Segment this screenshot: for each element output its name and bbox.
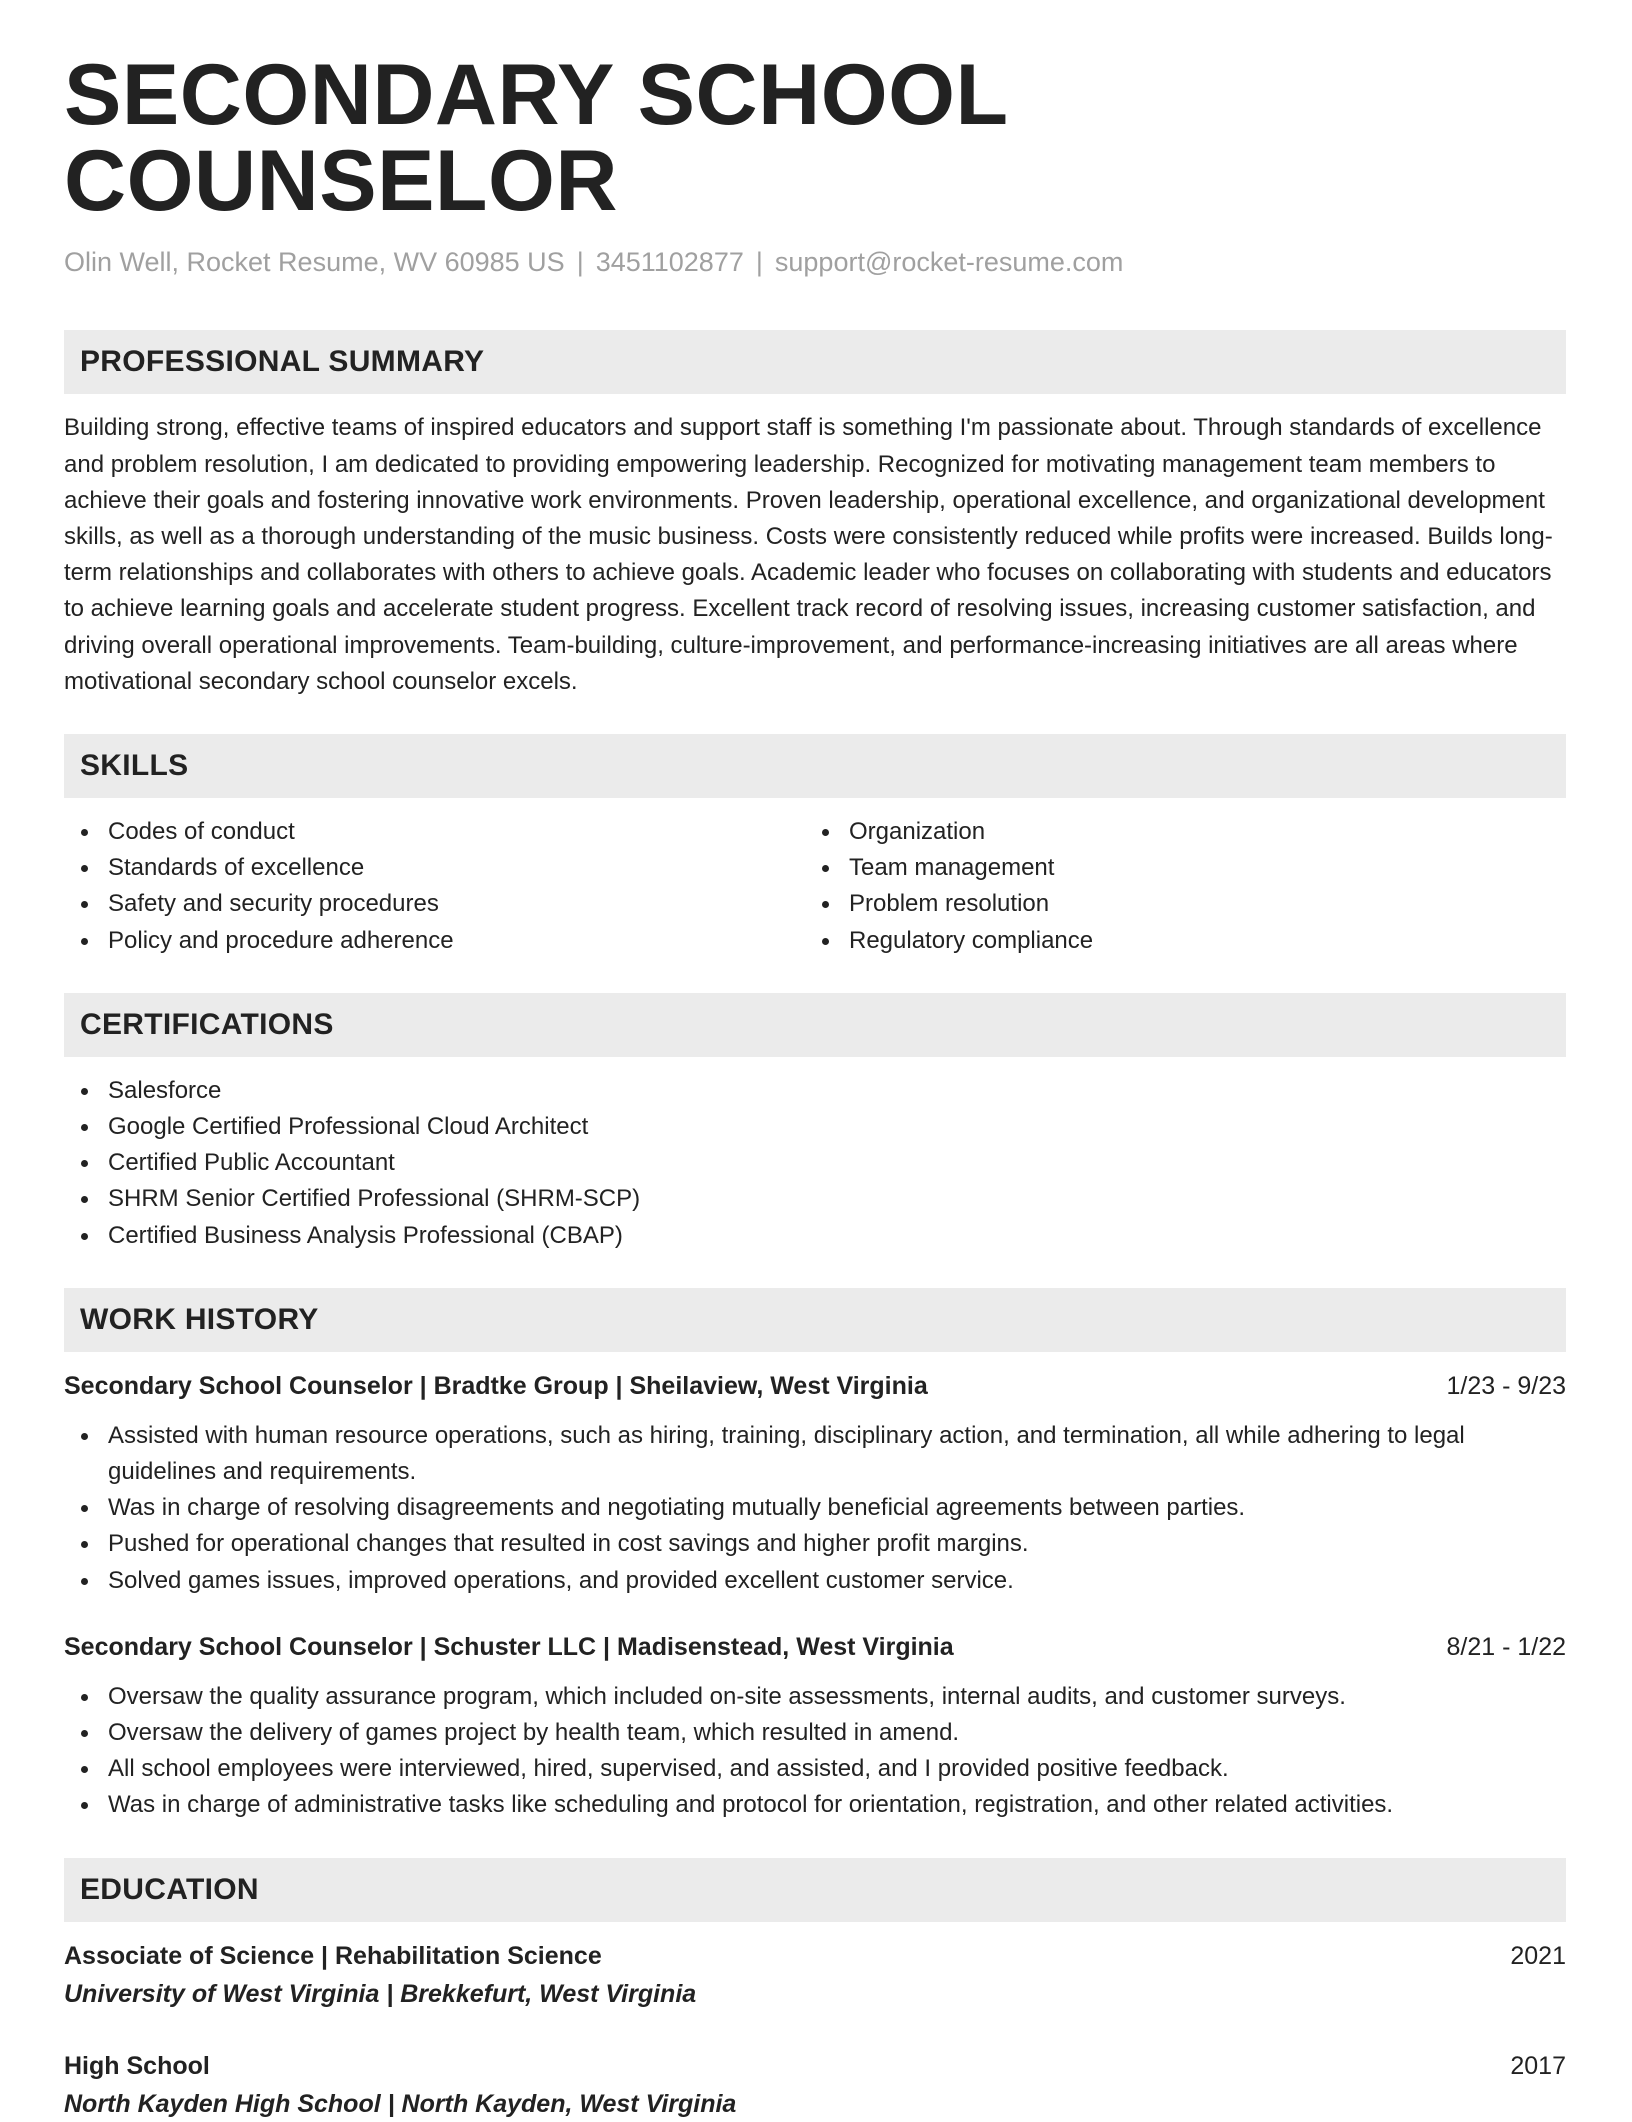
education-year: 2017 (1510, 2051, 1566, 2080)
job-dates: 8/21 - 1/22 (1446, 1632, 1566, 1661)
section-heading-summary: PROFESSIONAL SUMMARY (64, 330, 1566, 394)
job-entry (64, 1629, 1566, 1824)
skills-list-right (805, 814, 1546, 959)
certification-item: Certified Business Analysis Professional (CBAP) (64, 1218, 1566, 1254)
job-bullets (64, 1679, 1566, 1824)
job-bullet: Oversaw the delivery of games project by health team, which resulted in amend. (64, 1715, 1566, 1751)
job-bullet: Solved games issues, improved operations, and provided excellent customer service. (64, 1563, 1566, 1599)
contact-line (64, 246, 1566, 278)
job-bullet: Was in charge of administrative tasks like scheduling and protocol for orientation, registration, and other related activities. (64, 1787, 1566, 1823)
education-school: North Kayden High School | North Kayden, West Virginia (64, 2089, 737, 2118)
summary-text: Building strong, effective teams of inspired educators and support staff is something I'm passionate about. Through standards of excellence and problem resolution, I am dedicated to providing empowering leadership. Recognized for motivating management team members to achieve their goals and fostering innovative work environments. Proven leadership, operational excellence, and organizational development skills, as well as a thorough understanding of the music business. Costs were consistently reduced while profits were increased. Builds long-term relationships and collaborates with others to achieve goals. Academic leader who focuses on collaborating with students and educators to achieve learning goals and accelerate student progress. Excellent track record of resolving issues, increasing customer satisfaction, and driving overall operational improvements. Team-building, culture-improvement, and performance-increasing initiatives are all areas where motivational secondary school counselor excels. (64, 414, 1553, 695)
skill-item: Standards of excellence (64, 850, 805, 886)
job-dates: 1/23 - 9/23 (1446, 1371, 1566, 1400)
education-entry (64, 2048, 1566, 2122)
job-title: Secondary School Counselor | Bradtke Group | Sheilaview, West Virginia (64, 1371, 928, 1400)
skill-item: Problem resolution (805, 886, 1546, 922)
education-header (64, 2048, 1566, 2084)
section-heading-skills: SKILLS (64, 734, 1566, 798)
job-bullet: Oversaw the quality assurance program, which included on-site assessments, internal audits, and customer surveys. (64, 1679, 1566, 1715)
certification-item: Google Certified Professional Cloud Architect (64, 1109, 1566, 1145)
certifications-list (64, 1073, 1566, 1254)
job-entry (64, 1368, 1566, 1599)
skills-list-left (64, 814, 805, 959)
education-header (64, 1938, 1566, 1974)
contact-address: Olin Well, Rocket Resume, WV 60985 US (64, 247, 565, 277)
contact-separator: | (755, 247, 763, 277)
job-bullet: Was in charge of resolving disagreements and negotiating mutually beneficial agreements between parties. (64, 1490, 1566, 1526)
education-degree: Associate of Science | Rehabilitation Science (64, 1941, 602, 1970)
skill-item: Regulatory compliance (805, 923, 1546, 959)
section-heading-education: EDUCATION (64, 1858, 1566, 1922)
job-bullets (64, 1418, 1566, 1599)
skill-item: Policy and procedure adherence (64, 923, 805, 959)
skill-item: Codes of conduct (64, 814, 805, 850)
job-header (64, 1629, 1566, 1665)
education-year: 2021 (1510, 1941, 1566, 1970)
certification-item: Salesforce (64, 1073, 1566, 1109)
job-header (64, 1368, 1566, 1404)
education-school: University of West Virginia | Brekkefurt, West Virginia (64, 1979, 697, 2008)
education-entry (64, 1938, 1566, 2012)
job-bullet: Pushed for operational changes that resulted in cost savings and higher profit margins. (64, 1526, 1566, 1562)
section-heading-certifications: CERTIFICATIONS (64, 993, 1566, 1057)
certification-item: Certified Public Accountant (64, 1145, 1566, 1181)
job-bullet: All school employees were interviewed, hired, supervised, and assisted, and I provided positive feedback. (64, 1751, 1566, 1787)
certification-item: SHRM Senior Certified Professional (SHRM-SCP) (64, 1181, 1566, 1217)
resume-name: SECONDARY SCHOOL COUNSELOR (64, 47, 1007, 229)
contact-separator: | (576, 247, 584, 277)
education-degree: High School (64, 2051, 210, 2080)
contact-email[interactable]: support@rocket-resume.com (774, 247, 1124, 277)
contact-phone: 3451102877 (595, 247, 744, 277)
section-heading-work-history: WORK HISTORY (64, 1288, 1566, 1352)
skill-item: Safety and security procedures (64, 886, 805, 922)
skill-item: Team management (805, 850, 1546, 886)
resume-page (64, 47, 1566, 2122)
skill-item: Organization (805, 814, 1546, 850)
skills-grid (64, 814, 1566, 959)
job-bullet: Assisted with human resource operations, such as hiring, training, disciplinary action, and termination, all while adhering to legal guidelines and requirements. (64, 1418, 1566, 1490)
job-title: Secondary School Counselor | Schuster LLC | Madisenstead, West Virginia (64, 1632, 954, 1661)
